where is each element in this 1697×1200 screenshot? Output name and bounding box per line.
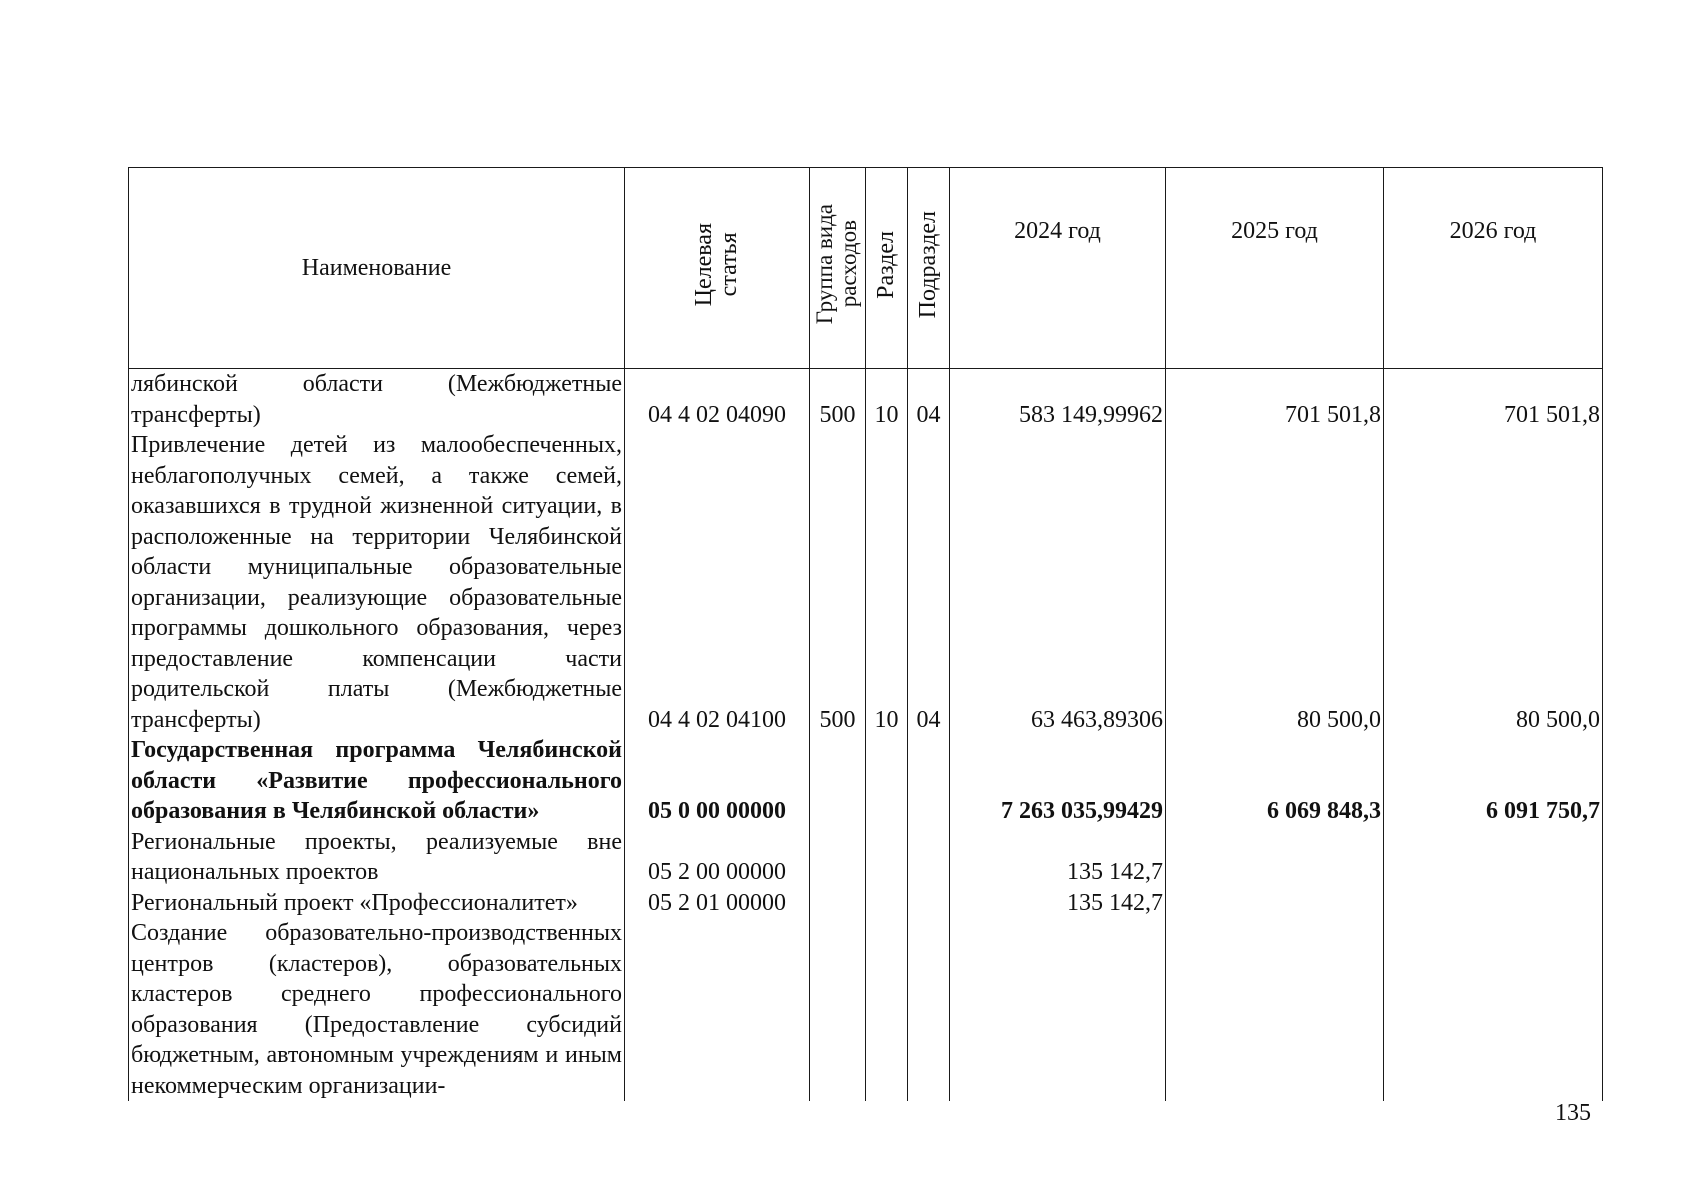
header-name: Наименование bbox=[129, 168, 625, 369]
table-header-row bbox=[129, 168, 1603, 369]
row-name: Региональный проект «Профессионалитет» bbox=[129, 888, 625, 919]
row-2025: 6 069 848,3 bbox=[1166, 735, 1384, 827]
budget-table bbox=[128, 167, 1603, 1101]
row-group: 500 bbox=[810, 369, 866, 431]
row-name: лябинской области (Межбюджетные трансферты) bbox=[129, 369, 625, 431]
row-section: 10 bbox=[866, 369, 908, 431]
header-2026: 2026 год bbox=[1384, 168, 1603, 369]
row-2024: 135 142,7 bbox=[950, 888, 1166, 919]
row-code: 04 4 02 04100 bbox=[625, 430, 810, 735]
row-code bbox=[625, 918, 810, 1101]
row-code: 05 2 00 00000 bbox=[625, 827, 810, 888]
table-row bbox=[129, 827, 1603, 888]
row-name: Государственная программа Челябинской области «Развитие профессионального образования в Челябинской области» bbox=[129, 735, 625, 827]
header-target-article: Целевая статья bbox=[625, 168, 810, 369]
row-section bbox=[866, 827, 908, 888]
row-code: 05 2 01 00000 bbox=[625, 888, 810, 919]
header-section: Раздел bbox=[866, 168, 908, 369]
row-2025 bbox=[1166, 888, 1384, 919]
row-2026 bbox=[1384, 827, 1603, 888]
table-row bbox=[129, 735, 1603, 827]
row-2024: 583 149,99962 bbox=[950, 369, 1166, 431]
row-2026: 6 091 750,7 bbox=[1384, 735, 1603, 827]
row-2025: 80 500,0 bbox=[1166, 430, 1384, 735]
row-2024: 63 463,89306 bbox=[950, 430, 1166, 735]
row-2025 bbox=[1166, 827, 1384, 888]
row-subsection bbox=[908, 918, 950, 1101]
table-row bbox=[129, 369, 1603, 431]
row-group: 500 bbox=[810, 430, 866, 735]
row-section: 10 bbox=[866, 430, 908, 735]
row-name: Привлечение детей из малообеспеченных, неблагополучных семей, а также семей, оказавшихся в трудной жизненной ситуации, в расположенные на территории Челябинской области муниципальные образовательные организации, реализующие образовательные программы дошкольного образования, через предоставление компенсации части родительской платы (Межбюджетные трансферты) bbox=[129, 430, 625, 735]
header-expense-group: Группа вида расходов bbox=[810, 168, 866, 369]
row-subsection bbox=[908, 827, 950, 888]
row-section bbox=[866, 888, 908, 919]
row-2024: 135 142,7 bbox=[950, 827, 1166, 888]
header-subsection: Подраздел bbox=[908, 168, 950, 369]
row-2025: 701 501,8 bbox=[1166, 369, 1384, 431]
row-2025 bbox=[1166, 918, 1384, 1101]
row-code: 05 0 00 00000 bbox=[625, 735, 810, 827]
row-subsection: 04 bbox=[908, 369, 950, 431]
row-section bbox=[866, 735, 908, 827]
row-group bbox=[810, 918, 866, 1101]
table-row bbox=[129, 918, 1603, 1101]
row-group bbox=[810, 888, 866, 919]
header-2025: 2025 год bbox=[1166, 168, 1384, 369]
row-2026: 80 500,0 bbox=[1384, 430, 1603, 735]
row-group bbox=[810, 827, 866, 888]
table-row bbox=[129, 888, 1603, 919]
row-2026 bbox=[1384, 918, 1603, 1101]
row-name: Региональные проекты, реализуемые вне национальных проектов bbox=[129, 827, 625, 888]
table-row bbox=[129, 430, 1603, 735]
row-section bbox=[866, 918, 908, 1101]
page-number: 135 bbox=[1555, 1100, 1591, 1126]
row-code: 04 4 02 04090 bbox=[625, 369, 810, 431]
row-group bbox=[810, 735, 866, 827]
row-2024 bbox=[950, 918, 1166, 1101]
row-2026 bbox=[1384, 888, 1603, 919]
row-subsection: 04 bbox=[908, 430, 950, 735]
row-subsection bbox=[908, 888, 950, 919]
row-subsection bbox=[908, 735, 950, 827]
row-2024: 7 263 035,99429 bbox=[950, 735, 1166, 827]
row-name: Создание образовательно-производственных центров (кластеров), образовательных кластеров среднего профессионального образования (Предоставление субсидий бюджетным, автономным учреждениям и иным некоммерческим организации- bbox=[129, 918, 625, 1101]
header-2024: 2024 год bbox=[950, 168, 1166, 369]
row-2026: 701 501,8 bbox=[1384, 369, 1603, 431]
